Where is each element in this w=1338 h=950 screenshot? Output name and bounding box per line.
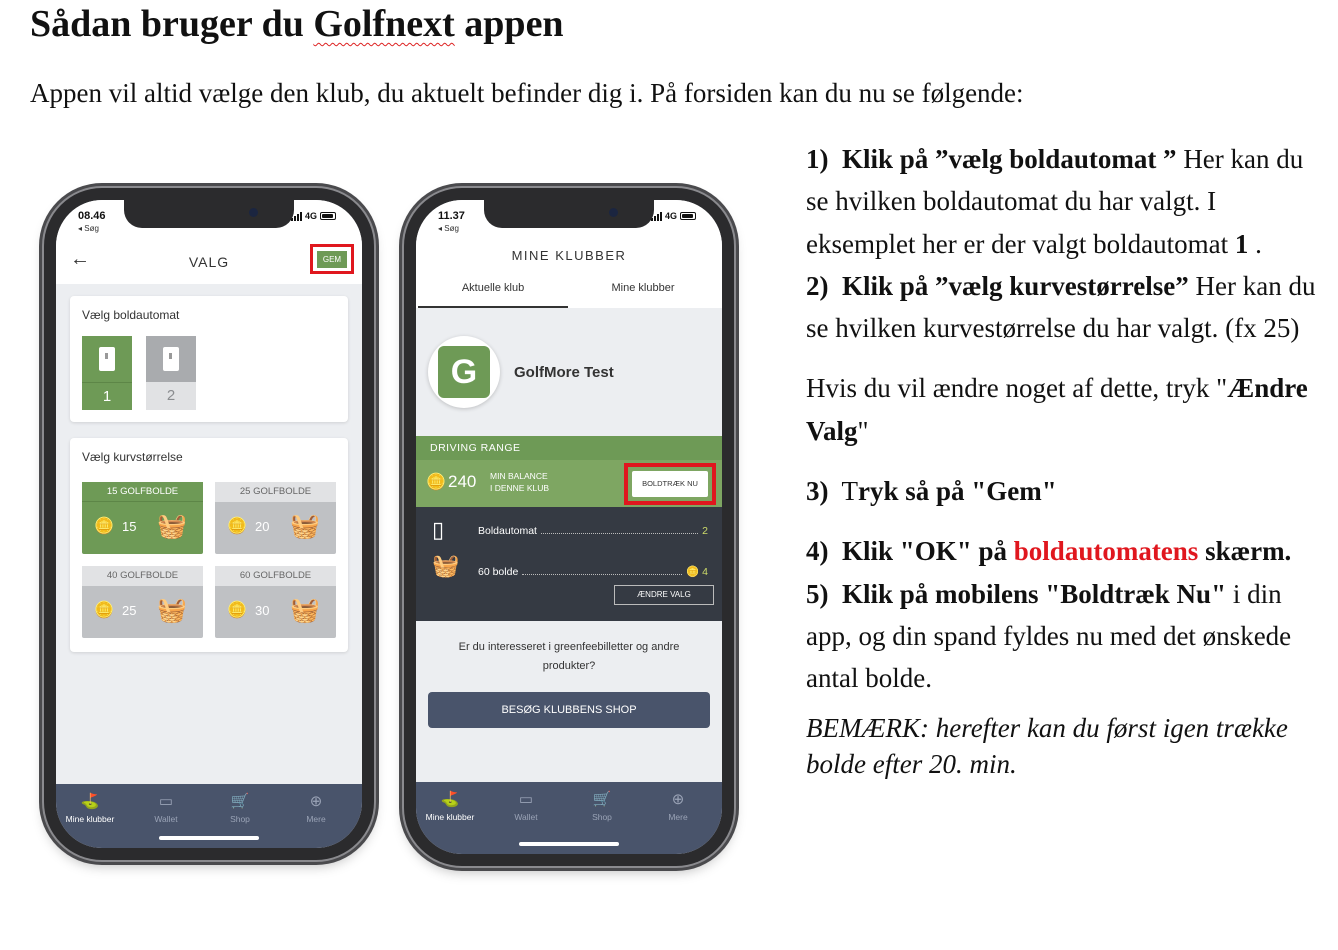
valg-header <box>56 244 362 284</box>
golf-club-icon: ⛳ <box>80 793 100 810</box>
clubs-header <box>416 244 722 308</box>
basket-icon: 🧺 <box>290 597 320 624</box>
balance-row <box>416 460 722 507</box>
coins-icon: 🪙 <box>686 566 700 578</box>
step-4: 4) Klik "OK" på boldautomatens skærm. <box>806 536 1292 567</box>
document-title: Sådan bruger du Golfnext appen <box>30 3 564 45</box>
page-title: VALG <box>188 254 230 270</box>
step-5: 5) Klik på mobilens "Boldtræk Nu" i din app, og din spand fyldes nu med det ønskede antal bolde. <box>806 578 1292 694</box>
brand-name: Golfnext <box>313 3 455 45</box>
phone-mine-klubber-screen <box>416 200 722 854</box>
cart-icon: 🛒 <box>592 791 612 808</box>
tab-mere[interactable]: ⊕ Mere <box>648 790 708 822</box>
golf-club-icon: ⛳ <box>440 791 460 808</box>
selection-summary <box>416 507 722 621</box>
club-logo <box>428 336 500 408</box>
phone-valg <box>44 188 374 860</box>
balance-amount: 240 <box>448 472 477 491</box>
draw-now-button[interactable]: BOLDTRÆK NU <box>632 471 708 497</box>
basket-option-60[interactable]: 60 GOLFBOLDE 🪙 30 🧺 <box>215 566 336 638</box>
back-arrow-icon[interactable]: ← <box>70 248 90 270</box>
balance-label-1: MIN BALANCE <box>490 471 548 481</box>
coins-icon: 🪙 <box>94 602 114 619</box>
basket-card <box>70 438 348 652</box>
balance-label-2: I DENNE KLUB <box>490 483 550 493</box>
machine-option-2[interactable]: 2 <box>146 336 196 410</box>
tab-wallet[interactable]: ▭ Wallet <box>136 792 196 824</box>
basket-icon: 🧺 <box>157 597 187 624</box>
intro-text: Appen vil altid vælge den klub, du aktuelt befinder dig i. På forsiden kan du nu se følgende: <box>30 78 1024 108</box>
step-2: 2) Klik på ”vælg kurvestørrelse” Her kan du se hvilken kurvestørrelse du har valgt. (fx 25) <box>806 270 1316 344</box>
cart-icon: 🛒 <box>230 793 250 810</box>
basket-icon: 🧺 <box>290 513 320 540</box>
tab-bar <box>416 782 722 854</box>
note: BEMÆRK: herefter kan du først igen trække bolde efter 20. min. <box>806 712 1288 779</box>
basket-option-40[interactable]: 40 GOLFBOLDE 🪙 25 🧺 <box>82 566 203 638</box>
gem-highlight <box>310 244 354 274</box>
basket-row: 60 bolde 🪙 4 <box>478 566 708 578</box>
basket-icon: 🧺 <box>432 553 460 578</box>
visit-shop-button[interactable]: BESØG KLUBBENS SHOP <box>428 692 710 728</box>
machine-label: Vælg boldautomat <box>82 308 180 322</box>
driving-range-label: DRIVING RANGE <box>430 442 521 454</box>
tab-shop[interactable]: 🛒 Shop <box>572 790 632 822</box>
wallet-icon: ▭ <box>518 791 534 808</box>
phone-valg-screen <box>56 200 362 848</box>
golfmore-logo-icon: G <box>438 346 490 398</box>
coins-icon: 🪙 <box>227 602 247 619</box>
step-1: 1) Klik på ”vælg boldautomat ” Her kan du se hvilken boldautomat du har valgt. I eksemplet her er der valgt boldautomat 1 . <box>806 144 1304 259</box>
network-type: 4G <box>664 211 677 221</box>
club-name: GolfMore Test <box>514 364 614 381</box>
draw-highlight <box>624 463 716 505</box>
instructions <box>806 138 1326 782</box>
home-indicator <box>519 842 619 846</box>
step-3: 3) Tryk så på "Gem" <box>806 476 1057 507</box>
tab-wallet[interactable]: ▭ Wallet <box>496 790 556 822</box>
tab-mine-klubber[interactable]: ⛳ Mine klubber <box>60 792 120 824</box>
tab-mere[interactable]: ⊕ Mere <box>286 792 346 824</box>
home-indicator <box>159 836 259 840</box>
camera-icon <box>609 208 618 217</box>
status-time: 08.46 <box>78 210 106 222</box>
battery-icon <box>680 212 696 220</box>
coins-icon: 🪙 <box>94 518 114 535</box>
ball-machine-icon <box>163 347 179 371</box>
wallet-icon: ▭ <box>158 793 174 810</box>
basket-option-15[interactable]: 15 GOLFBOLDE 🪙 15 🧺 <box>82 482 203 554</box>
machine-option-1[interactable]: 1 <box>82 336 132 410</box>
machine-row: Boldautomat 2 <box>478 525 708 537</box>
tab-mine-klubber[interactable]: ⛳ Mine klubber <box>420 790 480 822</box>
driving-range-section <box>416 436 722 507</box>
phone-mine-klubber <box>404 188 734 866</box>
change-selection-button[interactable]: ÆNDRE VALG <box>614 585 714 605</box>
basket-label: Vælg kurvstørrelse <box>82 450 183 464</box>
club-row[interactable] <box>416 308 722 436</box>
back-to-search[interactable]: ◂ Søg <box>78 224 99 233</box>
status-time: 11.37 <box>438 210 465 222</box>
back-to-search[interactable]: ◂ Søg <box>438 224 459 233</box>
tab-aktuelle-klub[interactable]: Aktuelle klub <box>418 282 568 308</box>
ball-machine-icon: ▯ <box>432 517 445 542</box>
coins-icon: 🪙 <box>227 518 247 535</box>
change-hint: Hvis du vil ændre noget af dette, tryk "Ændre Valg" <box>806 373 1308 446</box>
coins-icon: 🪙 <box>426 474 446 491</box>
page-title: MINE KLUBBER <box>511 248 627 263</box>
machine-card <box>70 296 348 422</box>
camera-icon <box>249 208 258 217</box>
plus-circle-icon: ⊕ <box>671 791 685 808</box>
ball-machine-icon <box>99 347 115 371</box>
basket-option-25[interactable]: 25 GOLFBOLDE 🪙 20 🧺 <box>215 482 336 554</box>
battery-icon <box>320 212 336 220</box>
plus-circle-icon: ⊕ <box>309 793 323 810</box>
tab-bar <box>56 784 362 848</box>
basket-icon: 🧺 <box>157 513 187 540</box>
network-type: 4G <box>304 211 317 221</box>
tab-mine-klubber-list[interactable]: Mine klubber <box>611 282 675 294</box>
tab-shop[interactable]: 🛒 Shop <box>210 792 270 824</box>
save-button[interactable]: GEM <box>317 251 347 268</box>
promo-text: Er du interesseret i greenfeebilletter og andre produkter? <box>458 641 680 672</box>
